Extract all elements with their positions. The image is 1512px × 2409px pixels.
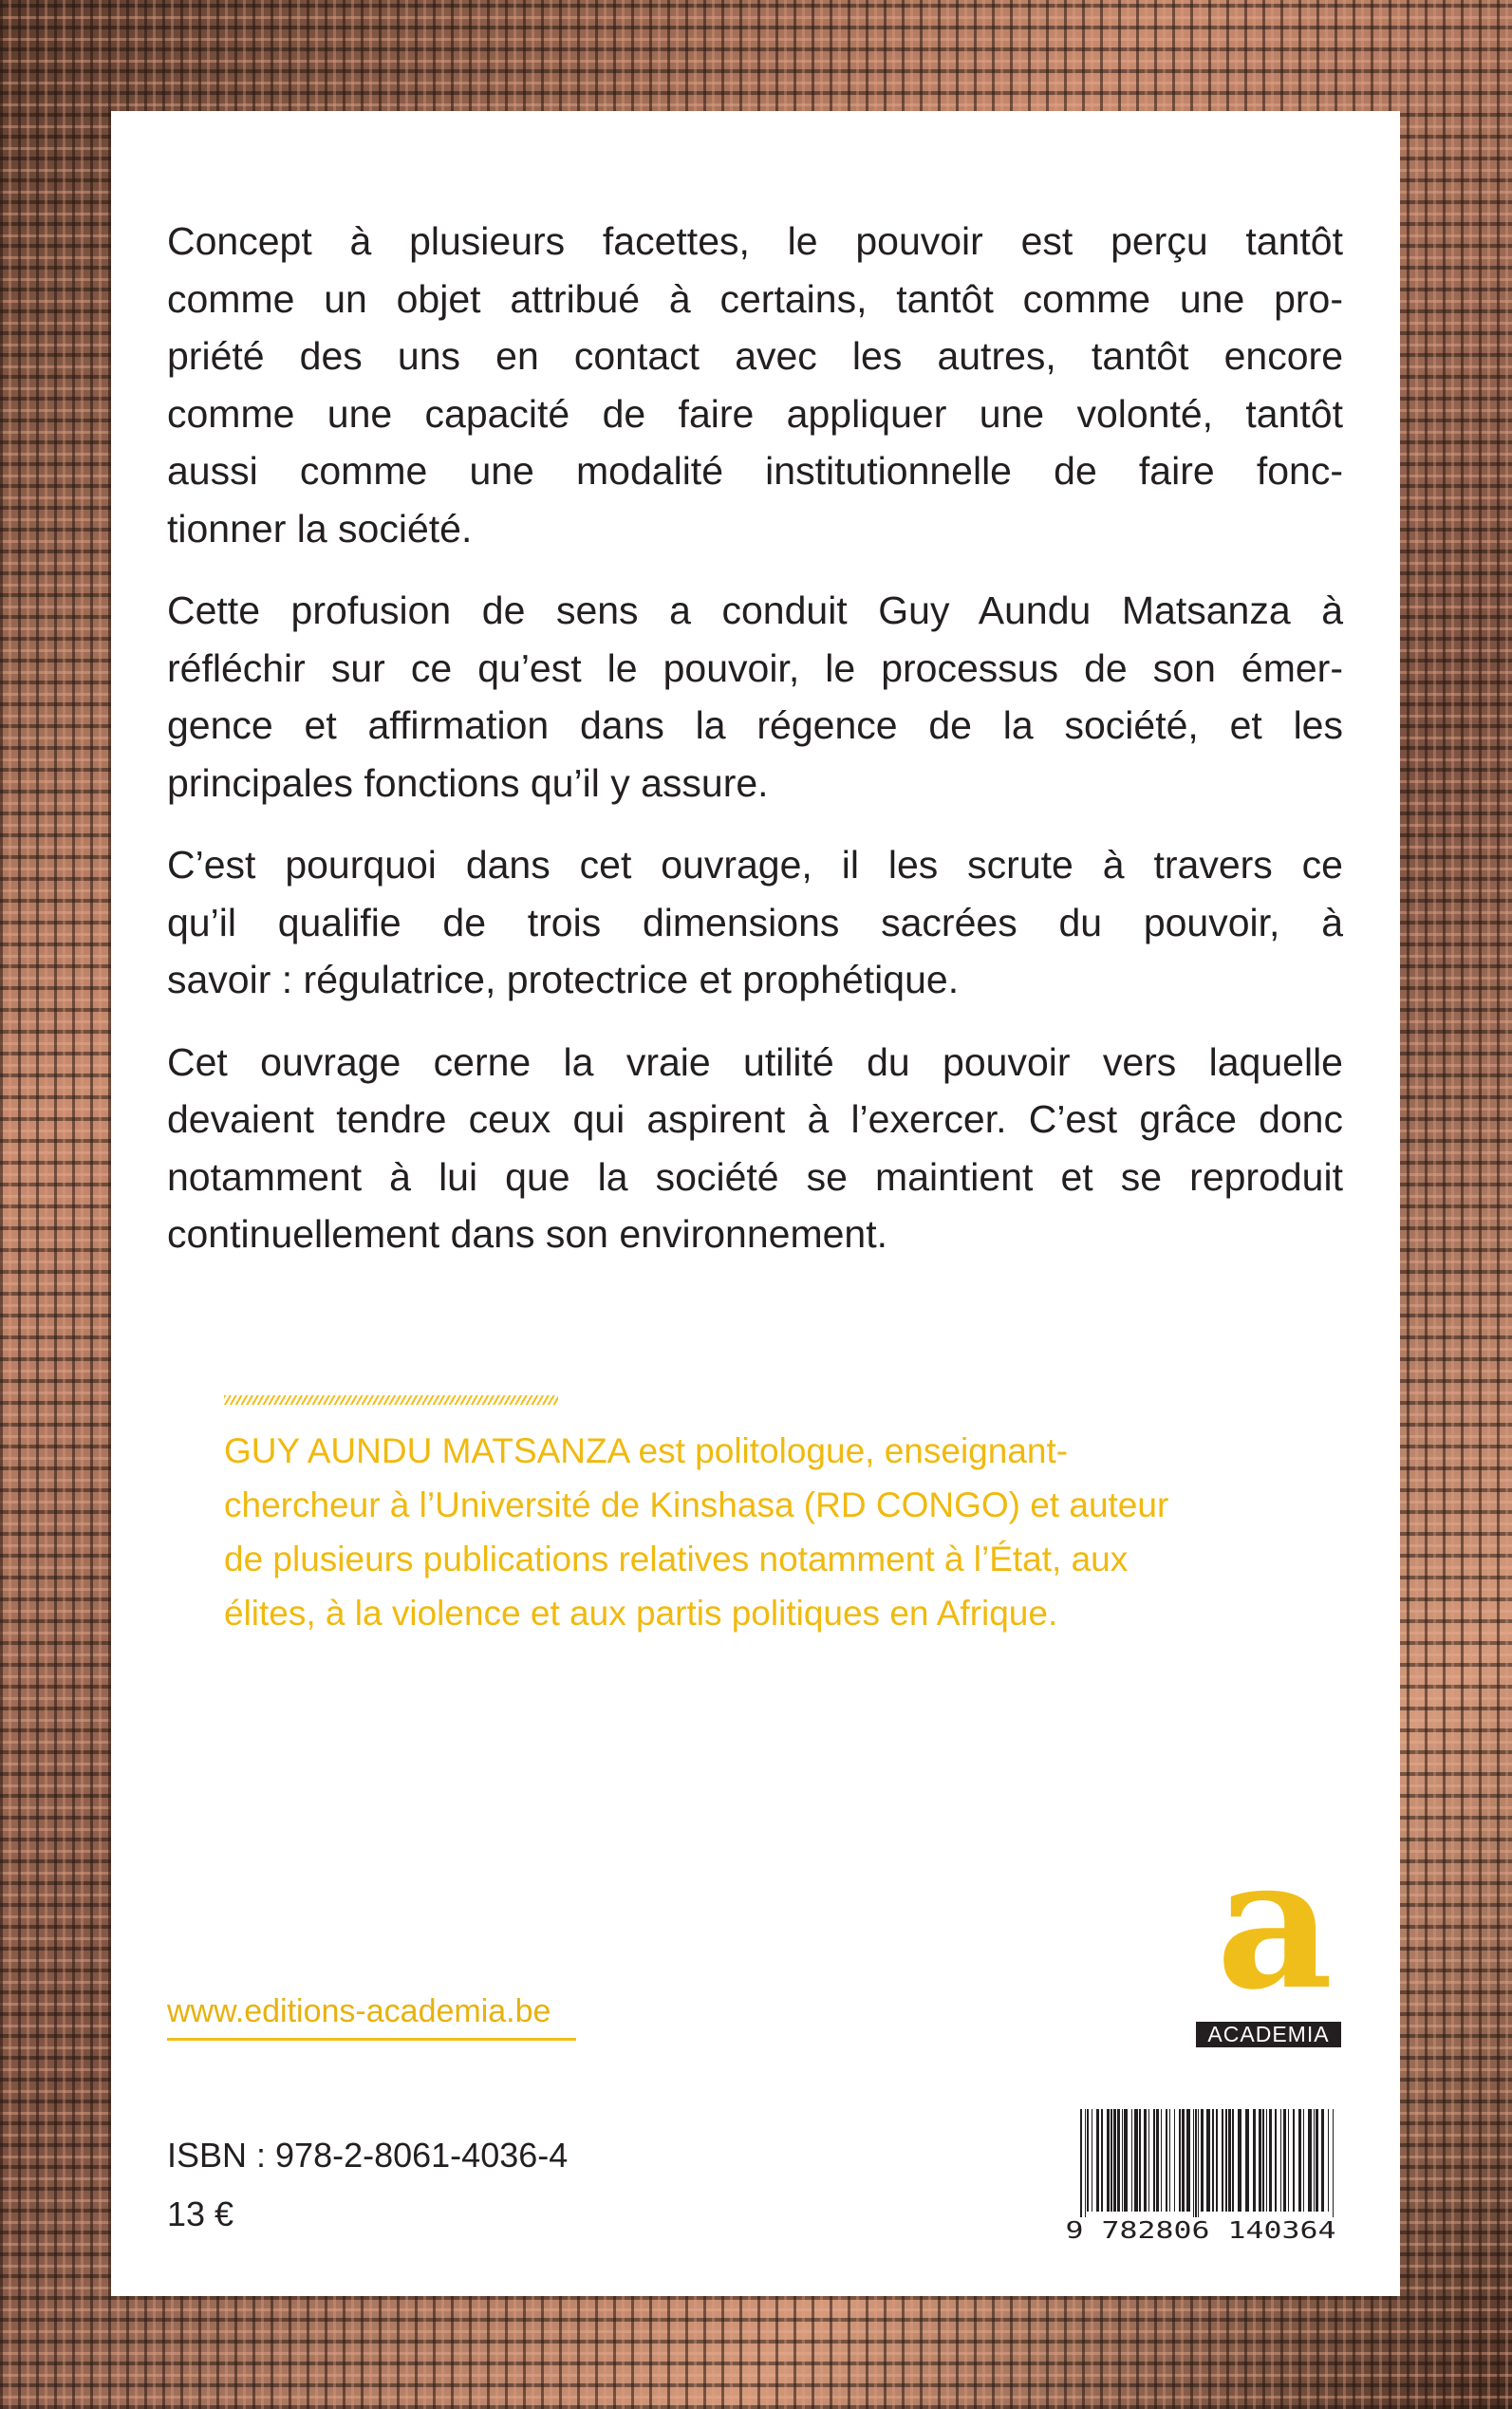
barcode-bar <box>1259 2109 1261 2212</box>
author-bio-line: chercheur à l’Université de Kinshasa (RD CONGO) et auteur <box>224 1485 1169 1524</box>
author-bio <box>224 1424 1168 1640</box>
barcode-bar <box>1283 2109 1286 2212</box>
barcode-digits: 9 782806 140364 <box>1065 2216 1336 2242</box>
hatch-divider <box>224 1395 558 1405</box>
barcode-bar <box>1117 2109 1120 2212</box>
barcode-bar <box>1144 2109 1147 2212</box>
barcode-bar <box>1193 2109 1194 2217</box>
barcode-bar <box>1245 2109 1249 2212</box>
barcode-bar <box>1198 2109 1199 2217</box>
blurb-line: devaient tendre ceux qui aspirent à l’exercer. C’est grâce donc <box>167 1097 1343 1141</box>
barcode-bar <box>1113 2109 1116 2212</box>
barcode-bar <box>1122 2109 1123 2212</box>
barcode-bar <box>1182 2109 1185 2212</box>
blurb-line: priété des uns en contact avec les autres, tantôt encore <box>167 334 1343 378</box>
barcode-bar <box>1225 2109 1227 2212</box>
blurb-paragraph <box>167 1034 1343 1263</box>
academia-logo-name: ACADEMIA <box>1196 2022 1341 2047</box>
barcode-bar <box>1085 2109 1086 2217</box>
barcode-bar <box>1293 2109 1295 2212</box>
barcode-bar <box>1238 2109 1241 2212</box>
blurb <box>167 213 1343 1288</box>
blurb-line: principales fonctions qu’il y assure. <box>167 760 769 805</box>
barcode-bar <box>1131 2109 1132 2212</box>
barcode-bar <box>1111 2109 1112 2212</box>
barcode-bar <box>1134 2109 1138 2212</box>
price: 13 € <box>167 2194 234 2233</box>
barcode-bar <box>1328 2109 1329 2212</box>
barcode-bar <box>1253 2109 1256 2212</box>
barcode-bar <box>1262 2109 1264 2212</box>
barcode-bar <box>1298 2109 1301 2212</box>
blurb-paragraph <box>167 582 1343 812</box>
website-link[interactable]: www.editions-academia.be <box>167 1993 576 2041</box>
blurb-line: Cet ouvrage cerne la vraie utilité du pouvoir vers laquelle <box>167 1039 1343 1084</box>
barcode-bar <box>1174 2109 1175 2212</box>
blurb-line: réfléchir sur ce qu’est le pouvoir, le processus de son émer- <box>167 645 1343 690</box>
barcode-bar <box>1206 2109 1210 2212</box>
barcode-bar <box>1288 2109 1289 2212</box>
barcode <box>1063 2109 1338 2242</box>
barcode-bar <box>1280 2109 1281 2212</box>
barcode-bar <box>1232 2109 1234 2212</box>
barcode-bar <box>1153 2109 1155 2212</box>
barcode-bar <box>1333 2109 1334 2217</box>
blurb-line: comme une capacité de faire appliquer une volonté, tantôt <box>167 391 1343 436</box>
barcode-bar <box>1166 2109 1167 2212</box>
blurb-line: qu’il qualifie de trois dimensions sacrées du pouvoir, à <box>167 900 1343 944</box>
barcode-bar <box>1275 2109 1277 2212</box>
barcode-bar <box>1321 2109 1324 2212</box>
barcode-bar <box>1216 2109 1218 2212</box>
author-bio-line: élites, à la violence et aux partis politiques en Afrique. <box>224 1594 1058 1633</box>
barcode-bar <box>1096 2109 1099 2212</box>
blurb-line: comme un objet attribué à certains, tantôt comme une pro- <box>167 276 1343 321</box>
barcode-bar <box>1195 2109 1197 2217</box>
blurb-line: continuellement dans son environnement. <box>167 1212 887 1256</box>
barcode-bar <box>1212 2109 1214 2212</box>
barcode-bar <box>1179 2109 1181 2212</box>
barcode-bar <box>1139 2109 1141 2212</box>
barcode-bar <box>1087 2109 1089 2212</box>
academia-logo-letter: a <box>1216 1834 1334 2014</box>
barcode-bar <box>1124 2109 1128 2212</box>
barcode-bar <box>1107 2109 1110 2212</box>
author-bio-line: de plusieurs publications relatives notamment à l’État, aux <box>224 1540 1129 1578</box>
barcode-bar <box>1169 2109 1170 2212</box>
barcode-bar <box>1308 2109 1312 2212</box>
blurb-line: aussi comme une modalité institutionnelle de faire fonc- <box>167 449 1343 493</box>
barcode-bar <box>1314 2109 1315 2212</box>
author-bio-line: GUY AUNDU MATSANZA est politologue, enseignant- <box>224 1431 1069 1470</box>
barcode-bar <box>1228 2109 1231 2212</box>
barcode-bar <box>1148 2109 1149 2212</box>
blurb-line: Concept à plusieurs facettes, le pouvoir est perçu tantôt <box>167 219 1343 263</box>
barcode-bar <box>1101 2109 1103 2212</box>
blurb-line: savoir : régulatrice, protectrice et prophétique. <box>167 958 960 1001</box>
barcode-bar <box>1161 2109 1162 2212</box>
blurb-line: notamment à lui que la société se maintient et se reproduit <box>167 1154 1343 1199</box>
barcode-bar <box>1266 2109 1267 2212</box>
blurb-line: Cette profusion de sens a conduit Guy Aundu Matsanza à <box>167 588 1343 632</box>
barcode-bar <box>1201 2109 1204 2212</box>
blurb-line: C’est pourquoi dans cet ouvrage, il les scrute à travers ce <box>167 843 1343 887</box>
isbn: ISBN : 978-2-8061-4036-4 <box>167 2136 569 2175</box>
barcode-bar <box>1222 2109 1223 2212</box>
blurb-line: gence et affirmation dans la régence de la société, et les <box>167 703 1343 747</box>
barcode-bar <box>1186 2109 1190 2212</box>
barcode-bar <box>1269 2109 1272 2212</box>
barcode-bar <box>1316 2109 1318 2212</box>
blurb-line: tionner la société. <box>167 506 473 551</box>
blurb-paragraph <box>167 836 1343 1009</box>
barcode-bar <box>1080 2109 1082 2217</box>
barcode-bar <box>1156 2109 1159 2212</box>
barcode-bar <box>1303 2109 1304 2212</box>
blurb-paragraph <box>167 213 1343 557</box>
